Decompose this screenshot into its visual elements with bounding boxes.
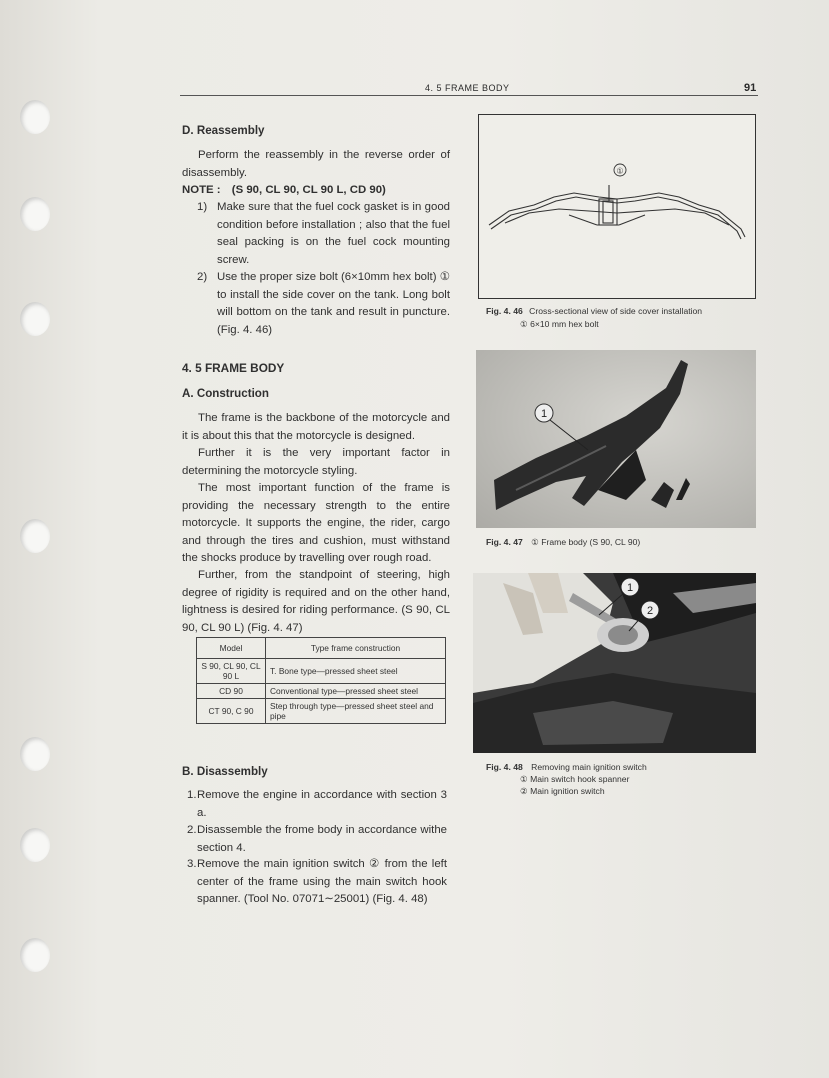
section-heading: 4. 5 FRAME BODY <box>182 361 285 375</box>
table-row <box>197 699 446 724</box>
reassembly-heading: D. Reassembly <box>182 124 265 137</box>
figure-4-47-frame-photo <box>476 350 756 528</box>
disassembly-item-text: Remove the main ignition switch ② from the left center of the frame using the main switch hook spanner. (Tool No. 07071∼25001) (Fig. 4. 48) <box>197 858 447 905</box>
binder-hole <box>20 737 50 771</box>
note-label: NOTE : <box>182 184 221 196</box>
table-row <box>197 659 446 684</box>
frame-body-photo-image <box>476 350 756 528</box>
figure-title: Cross-sectional view of side cover installation <box>529 306 703 316</box>
figure-caption <box>486 305 702 317</box>
side-cover-cross-section-drawing <box>479 115 755 298</box>
table-cell-model: CT 90, C 90 <box>197 699 266 724</box>
figure-label: Fig. 4. 46 <box>486 306 523 316</box>
note-line <box>182 182 386 200</box>
page-number: 91 <box>744 82 757 94</box>
disassembly-item-number: 1. <box>187 789 197 801</box>
disassembly-item-number: 2. <box>187 824 197 836</box>
figure-callout: 1 <box>626 582 634 594</box>
header-rule <box>180 95 758 96</box>
construction-heading: A. Construction <box>182 387 269 400</box>
construction-paragraph: Further it is the very important factor in determining the motorcycle styling. <box>182 447 450 477</box>
binder-hole <box>20 828 50 862</box>
reassembly-item-text: Use the proper size bolt (6×10mm hex bolt) ① to install the side cover on the tank. Long bolt will bottom on the tank and result in puncture. (Fig. 4. 46) <box>217 271 450 336</box>
reassembly-item-number: 1) <box>197 201 208 213</box>
disassembly-item-text: Remove the engine in accordance with section 3 a. <box>197 789 447 819</box>
running-head: 4. 5 FRAME BODY <box>425 83 510 93</box>
reassembly-item-number: 2) <box>197 271 208 283</box>
figure-caption <box>486 536 640 548</box>
figure-callout: ① <box>616 166 624 176</box>
binder-hole <box>20 197 50 231</box>
disassembly-item-number: 3. <box>187 858 197 870</box>
binder-hole <box>20 519 50 553</box>
table-header: Model <box>197 638 266 659</box>
table-cell-type: Conventional type—pressed sheet steel <box>266 684 446 699</box>
construction-paragraph: The most important function of the frame is providing the necessary strength to the entire motorcycle. It supports the engine, the rider, cargo and through the tires and cushion, must withstand the shocks produce by travelling over rough road. <box>182 482 450 564</box>
binder-hole <box>20 302 50 336</box>
figure-4-46-cross-section <box>478 114 756 299</box>
figure-caption <box>486 761 647 773</box>
ignition-switch-photo-image <box>473 573 756 753</box>
figure-title: Removing main ignition switch <box>531 762 647 772</box>
figure-label: Fig. 4. 48 <box>486 762 523 772</box>
figure-legend: ① 6×10 mm hex bolt <box>520 319 599 329</box>
table-cell-type: T. Bone type—pressed sheet steel <box>266 659 446 684</box>
disassembly-item-text: Disassemble the frome body in accordance withe section 4. <box>197 824 447 854</box>
table-cell-type: Step through type—pressed sheet steel and pipe <box>266 699 446 724</box>
binder-hole <box>20 938 50 972</box>
figure-callout: 1 <box>540 408 548 420</box>
figure-title: ① Frame body (S 90, CL 90) <box>531 537 641 547</box>
construction-paragraph: Further, from the standpoint of steering, high degree of rigidity is required and on the other hand, lightness is desired for riding performance. (S 90, CL 90, CL 90 L) (Fig. 4. 47) <box>182 569 450 634</box>
table-header-row <box>197 638 446 659</box>
frame-type-table <box>196 637 446 724</box>
table-cell-model: CD 90 <box>197 684 266 699</box>
binder-hole <box>20 100 50 134</box>
figure-label: Fig. 4. 47 <box>486 537 523 547</box>
table-row <box>197 684 446 699</box>
reassembly-intro: Perform the reassembly in the reverse order of disassembly. <box>182 149 450 179</box>
note-models: (S 90, CL 90, CL 90 L, CD 90) <box>231 184 386 196</box>
disassembly-heading: B. Disassembly <box>182 765 268 778</box>
figure-legend: ① Main switch hook spanner <box>520 774 630 784</box>
reassembly-item-text: Make sure that the fuel cock gasket is in good condition before installation ; also that the fuel seal packing is on the fuel cock mounting screw. <box>217 201 450 266</box>
construction-paragraph: The frame is the backbone of the motorcycle and it is about this that the motorcycle is designed. <box>182 412 450 442</box>
figure-legend: ② Main ignition switch <box>520 786 605 796</box>
table-cell-model: S 90, CL 90, CL 90 L <box>197 659 266 684</box>
figure-callout: 2 <box>646 605 654 617</box>
figure-4-48-ignition-photo <box>473 573 756 753</box>
table-header: Type frame construction <box>266 638 446 659</box>
